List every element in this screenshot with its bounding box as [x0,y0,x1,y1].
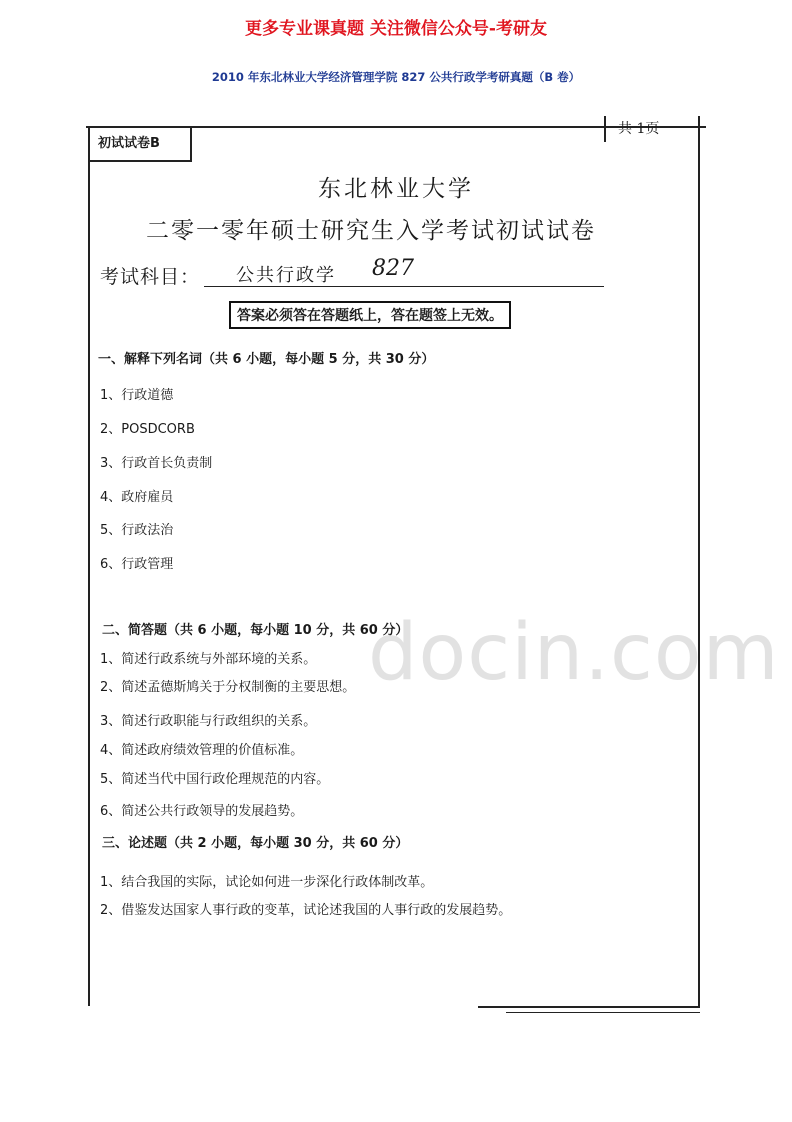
section-1-heading: 一、解释下列名词（共 6 小题，每小题 5 分，共 30 分） [98,352,435,367]
page-count: 共 1页 [618,121,660,137]
section-1-item: 3、行政首长负责制 [100,456,213,471]
tag-box-bottom [88,160,192,162]
school-name: 东北林业大学 [318,176,474,202]
frame-right-line [698,116,700,1006]
answer-notice: 答案必须答在答题纸上，答在题签上无效。 [229,301,511,329]
section-1-item: 6、行政管理 [100,557,174,572]
section-3-heading: 三、论述题（共 2 小题，每小题 30 分，共 60 分） [102,836,409,851]
section-1-item: 4、政府雇员 [100,490,174,505]
subject-label: 考试科目： [100,266,201,288]
subject-value: 公共行政学 [236,265,336,286]
scanned-exam-paper [86,108,706,1028]
section-1-item: 1、行政道德 [100,388,174,403]
page-count-divider [604,116,606,142]
frame-left-line [88,126,90,1006]
section-1-item: 5、行政法治 [100,523,174,538]
section-2-heading: 二、简答题（共 6 小题，每小题 10 分，共 60 分） [102,623,409,638]
section-2-item: 6、简述公共行政领导的发展趋势。 [100,804,304,819]
section-1-item: 2、POSDCORB [100,422,195,437]
section-2-item: 1、简述行政系统与外部环境的关系。 [100,652,317,667]
section-3-item: 1、结合我国的实际，试论如何进一步深化行政体制改革。 [100,875,434,890]
docin-watermark: docin.com [368,608,780,698]
bottom-rule-short [506,1012,700,1013]
bottom-rule [478,1006,700,1008]
section-2-item: 4、简述政府绩效管理的价值标准。 [100,743,304,758]
document-title: 2010 年东北林业大学经济管理学院 827 公共行政学考研真题（B 卷） [211,70,581,84]
exam-name: 二零一零年硕士研究生入学考试初试试卷 [146,218,596,244]
paper-tag: 初试试卷B [98,136,160,151]
tag-box-right [190,126,192,162]
subject-code: 827 [372,256,414,281]
frame-top-line [86,126,706,128]
section-2-item: 5、简述当代中国行政伦理规范的内容。 [100,772,330,787]
section-2-item: 3、简述行政职能与行政组织的关系。 [100,714,317,729]
section-3-item: 2、借鉴发达国家人事行政的变革，试论述我国的人事行政的发展趋势。 [100,903,512,918]
section-2-item: 2、简述孟德斯鸠关于分权制衡的主要思想。 [100,680,356,695]
promo-banner: 更多专业课真题 关注微信公众号-考研友 [245,19,547,39]
